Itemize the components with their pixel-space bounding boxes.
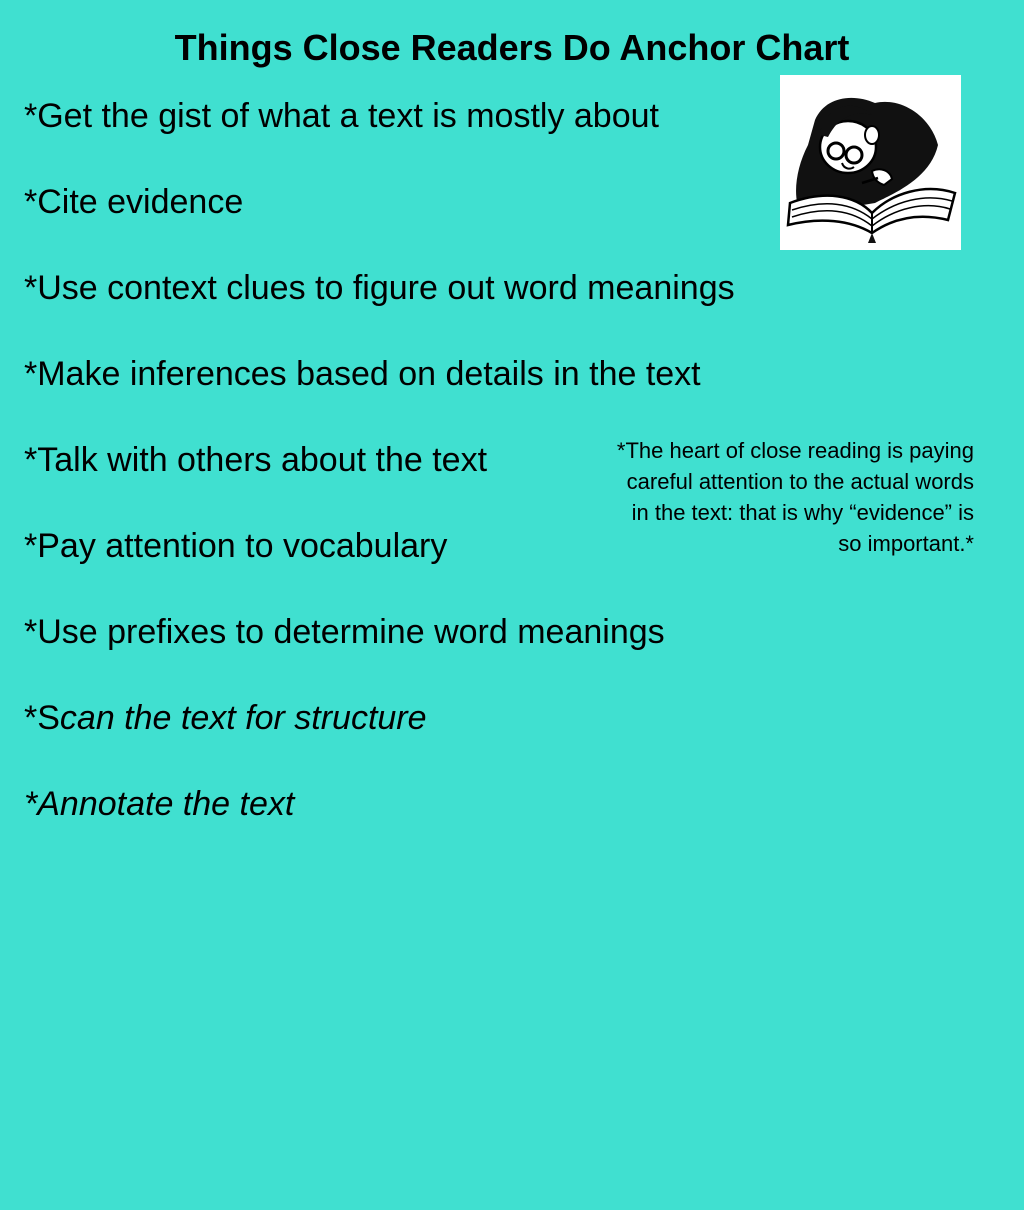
list-item [24, 696, 735, 782]
side-note: *The heart of close reading is paying careful attention to the actual words in the text: that is why “evidence” is so important.* [616, 438, 974, 556]
reader-with-book-icon [780, 75, 961, 250]
list-item: *Use context clues to figure out word meanings [24, 269, 735, 307]
page-title: Things Close Readers Do Anchor Chart [174, 27, 850, 68]
list-item: *Make inferences based on details in the text [24, 355, 701, 393]
list-item: *Cite evidence [24, 183, 244, 221]
list-item: *Pay attention to vocabulary [24, 527, 448, 565]
list-item: *Annotate the text [24, 785, 295, 823]
list-item: *Use prefixes to determine word meanings [24, 613, 665, 651]
list-item-italic-text: can the text for structure [59, 699, 427, 737]
list-item-prefix: *S [24, 699, 60, 737]
list-item: *Get the gist of what a text is mostly about [24, 97, 659, 135]
list-item: *Talk with others about the text [24, 441, 488, 479]
